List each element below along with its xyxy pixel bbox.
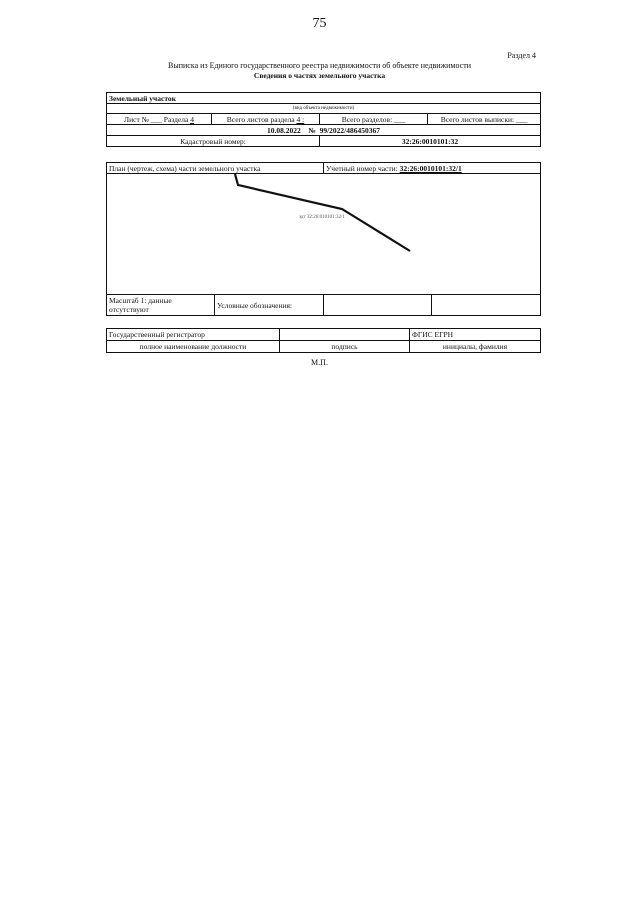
stamp-place: М.П. — [311, 358, 328, 367]
section-sheets-value: 4 : — [296, 114, 305, 124]
signature-table — [106, 328, 541, 353]
page-number: 75 — [312, 16, 327, 31]
document-title: Выписка из Единого государственного реестра недвижимости об объекте недвижимости — [168, 61, 471, 70]
extract-date: 10.08.2022 — [267, 125, 301, 135]
scale-label: Масштаб 1: данные отсутствуют — [107, 295, 215, 316]
part-number: 32:26:0010101:32/1 — [399, 163, 462, 173]
cadastral-label: Кадастровый номер: — [107, 136, 320, 147]
part-number-cell — [324, 163, 541, 174]
plan-drawing — [107, 174, 539, 294]
plan-table — [106, 162, 541, 316]
registrar-position: Государственный регистратор — [107, 329, 280, 341]
total-sheets-extract: Всего листов выписки: ___ — [428, 114, 541, 125]
registrar-org: ФГИС ЕГРН — [410, 329, 541, 341]
section-sheets-cell — [212, 114, 320, 125]
position-caption: полное наименование должности — [107, 341, 280, 353]
part-number-label: Учетный номер части: — [326, 163, 398, 173]
sheet-section: 4 — [190, 114, 194, 124]
section-label: Раздел 4 — [507, 51, 536, 60]
name-caption: инициалы, фамилия — [410, 341, 541, 353]
extract-number: 99/2022/486450367 — [319, 125, 380, 135]
signature-blank — [280, 329, 410, 341]
land-part-line — [235, 174, 410, 251]
object-type-caption: (вид объекта недвижимости) — [107, 104, 541, 114]
object-type: Земельный участок — [107, 93, 541, 104]
document-subtitle: Сведения о частях земельного участка — [253, 71, 386, 80]
number-sign: № — [308, 125, 316, 135]
legend-cell-empty-1 — [324, 295, 432, 316]
total-sections: Всего разделов: ___ — [320, 114, 428, 125]
sheet-number-cell — [107, 114, 212, 125]
cadastral-number: 32:26:0010101:32 — [320, 136, 541, 147]
legend-cell-empty-2 — [432, 295, 541, 316]
section-sheets-label: Всего листов раздела — [226, 114, 295, 124]
legend-label: Условные обозначения: — [215, 295, 324, 316]
plan-drawing-area — [107, 174, 541, 295]
plan-caption: План (чертеж, схема) части земельного участка — [107, 163, 324, 174]
signature-caption: подпись — [280, 341, 410, 353]
object-info-table — [106, 92, 541, 147]
land-part-line-label: эдт 32:26:010101:32/1 — [299, 215, 345, 220]
date-number-cell — [107, 125, 541, 136]
sheet-label: Лист № ___ Раздела — [124, 114, 189, 124]
